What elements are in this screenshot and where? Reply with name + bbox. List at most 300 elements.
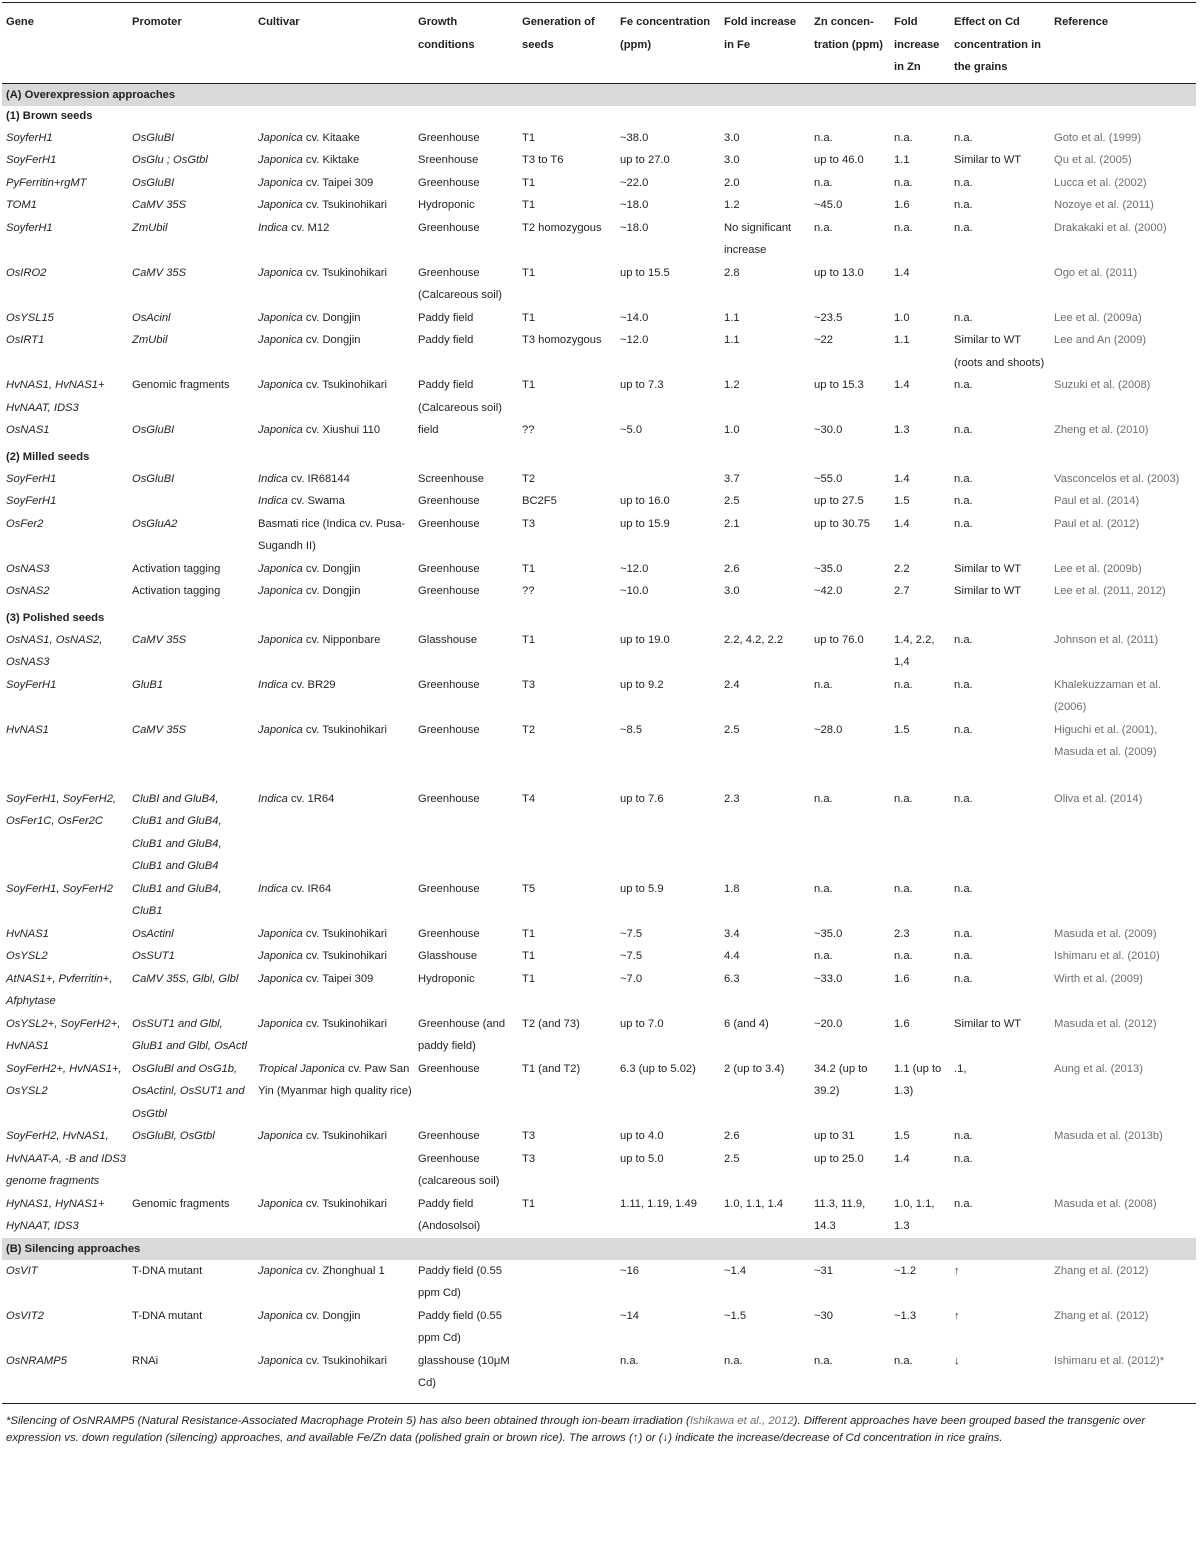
cultivar-cell <box>254 329 414 374</box>
reference-cell[interactable] <box>1050 513 1196 558</box>
generation-cell-value: T3 <box>522 1130 536 1142</box>
reference-cell[interactable] <box>1050 262 1196 307</box>
fe-fold-cell <box>720 1013 810 1058</box>
fe-concentration-cell <box>616 127 720 150</box>
gene-cell <box>2 674 128 719</box>
fe-concentration-cell <box>616 1013 720 1058</box>
zn-concentration-cell <box>810 262 890 307</box>
growth-cell <box>414 878 518 923</box>
generation-cell <box>518 968 616 1013</box>
section-title-label: (B) Silencing approaches <box>6 1242 141 1255</box>
fe-concentration-cell <box>616 1058 720 1126</box>
cultivar-name: cv. Tsukinohikari <box>302 1197 387 1210</box>
footnote-reference[interactable]: Ishikawa et al., 2012 <box>689 1414 794 1427</box>
cd-effect-cell <box>950 923 1050 946</box>
growth-cell <box>414 719 518 764</box>
fe-concentration-cell-value: up to 5.9 <box>620 882 664 895</box>
fe-concentration-cell-value: up to 19.0 <box>620 633 670 646</box>
growth-cell-value: Glasshouse <box>418 633 478 646</box>
cultivar-subspecies: Japonica <box>258 1309 303 1322</box>
promoter-cell <box>128 1058 254 1126</box>
cultivar-cell <box>254 1193 414 1238</box>
zn-fold-cell-value: n.a. <box>894 882 913 895</box>
growth-cell-value: Hydroponic <box>418 972 475 985</box>
generation-cell <box>518 923 616 946</box>
gene-cell-value: SoyFerH2, HvNAS1, HvNAAT-A, -B and IDS3 genome fragments <box>6 1130 126 1187</box>
reference-cell[interactable] <box>1050 923 1196 946</box>
fe-fold-cell-value: ~1.4 <box>724 1264 747 1277</box>
cultivar-cell <box>254 629 414 674</box>
growth-cell <box>414 1260 518 1305</box>
reference-cell[interactable] <box>1050 172 1196 195</box>
generation-cell <box>518 1125 616 1193</box>
gene-cell <box>2 194 128 217</box>
zn-concentration-cell <box>810 194 890 217</box>
reference-cell[interactable] <box>1050 629 1196 674</box>
table-row <box>2 968 1196 1013</box>
reference-cell[interactable] <box>1050 217 1196 262</box>
gene-cell <box>2 1350 128 1404</box>
reference-cell[interactable] <box>1050 1013 1196 1058</box>
fe-concentration-cell <box>616 419 720 442</box>
reference-cell[interactable] <box>1050 878 1196 923</box>
generation-cell-value: T1 <box>522 633 536 646</box>
zn-concentration-cell-value: up to 30.75 <box>814 517 870 530</box>
promoter-cell <box>128 1193 254 1238</box>
growth-cell-value: Greenhouse <box>418 723 480 736</box>
zn-concentration-cell-value: 11.3, 11.9, 14.3 <box>814 1197 866 1232</box>
subsection-header-row <box>2 603 1196 629</box>
fe-concentration-cell-value: ~16 <box>620 1264 639 1277</box>
zn-fold-cell-value: 1.0 <box>894 311 910 324</box>
cultivar-subspecies: Japonica <box>258 1017 303 1030</box>
cd-effect-cell-value: ↓ <box>954 1354 960 1367</box>
fe-fold-cell <box>720 149 810 172</box>
generation-cell <box>518 1058 616 1126</box>
reference-cell[interactable] <box>1050 674 1196 719</box>
promoter-cell <box>128 194 254 217</box>
reference-cell[interactable] <box>1050 374 1196 419</box>
promoter-cell <box>128 149 254 172</box>
growth-cell <box>414 580 518 603</box>
gene-cell-value: OsNAS1 <box>6 424 50 436</box>
promoter-cell-value: CluB1 and GluB4, CluB1 <box>132 882 222 917</box>
section-title-label: (A) Overexpression approaches <box>6 88 176 101</box>
gene-cell-value: SoyFerH1 <box>6 154 57 166</box>
column-header-label: Generation of seeds <box>522 16 595 51</box>
reference-cell[interactable] <box>1050 307 1196 330</box>
cd-effect-cell <box>950 1260 1050 1305</box>
promoter-cell-value: CaMV 35S <box>132 723 187 736</box>
cultivar-name: cv. Dongjin <box>302 334 361 346</box>
gene-cell <box>2 329 128 374</box>
cd-effect-cell-value: n.a. <box>954 972 973 985</box>
zn-fold-cell-value: n.a. <box>894 131 913 144</box>
reference-cell[interactable] <box>1050 1125 1196 1193</box>
growth-cell <box>414 945 518 968</box>
promoter-cell <box>128 419 254 442</box>
generation-cell <box>518 629 616 674</box>
zn-concentration-cell <box>810 468 890 491</box>
gene-cell-value: OsYSL2 <box>6 950 48 962</box>
growth-cell-value: Greenhouse (Calcareous soil) <box>418 266 502 301</box>
cd-effect-cell-value: n.a. <box>954 1197 973 1210</box>
fe-concentration-cell <box>616 1350 720 1404</box>
gene-cell <box>2 419 128 442</box>
table-row <box>2 307 1196 330</box>
header-row <box>2 3 1196 84</box>
growth-cell-value: Paddy field (0.55 ppm Cd) <box>418 1309 502 1344</box>
cultivar-cell <box>254 172 414 195</box>
fe-fold-cell-value: 3.0 <box>724 154 740 166</box>
generation-cell-value-2: T3 <box>522 1152 536 1165</box>
cultivar-subspecies: Japonica <box>258 950 303 962</box>
cd-effect-cell-value: n.a. <box>954 723 973 736</box>
cd-effect-cell-value: Similar to WT <box>954 1017 1022 1030</box>
promoter-cell <box>128 1305 254 1350</box>
column-header <box>2 3 128 84</box>
fe-concentration-cell-value: up to 7.3 <box>620 379 664 391</box>
cultivar-name: cv. Dongjin <box>302 311 361 324</box>
generation-cell-value: T1 <box>522 199 536 211</box>
growth-cell <box>414 374 518 419</box>
gene-cell <box>2 945 128 968</box>
growth-cell <box>414 419 518 442</box>
cultivar-subspecies: Japonica <box>258 633 303 646</box>
reference-cell[interactable] <box>1050 580 1196 603</box>
promoter-cell <box>128 490 254 513</box>
reference-cell[interactable] <box>1050 1260 1196 1305</box>
gene-cell <box>2 490 128 513</box>
reference-cell[interactable] <box>1050 719 1196 764</box>
promoter-cell-value: Genomic fragments <box>132 379 230 391</box>
cultivar-cell <box>254 674 414 719</box>
column-header <box>254 3 414 84</box>
promoter-cell-value: OsSUT1 and Glbl, GluB1 and Glbl, OsActl <box>132 1017 248 1052</box>
cd-effect-cell-value: n.a. <box>954 927 973 940</box>
reference-cell-value: Suzuki et al. (2008) <box>1054 379 1151 391</box>
zn-concentration-cell-value: n.a. <box>814 221 833 234</box>
column-header-label: Growth conditions <box>418 16 475 51</box>
cd-effect-cell-value: ↑ <box>954 1264 960 1277</box>
cd-effect-cell-value: Similar to WT (roots and shoots) <box>954 334 1045 369</box>
zn-fold-cell <box>890 217 950 262</box>
zn-concentration-cell <box>810 1305 890 1350</box>
column-header <box>950 3 1050 84</box>
cultivar-name: cv. Swama <box>287 495 345 507</box>
gene-cell <box>2 1305 128 1350</box>
reference-cell-value: Zhang et al. (2012) <box>1054 1309 1149 1322</box>
table-row <box>2 419 1196 442</box>
fe-fold-cell <box>720 878 810 923</box>
gene-cell-value: SoyFerH1 <box>6 678 57 691</box>
cd-effect-cell-value: n.a. <box>954 176 973 189</box>
fe-fold-cell <box>720 419 810 442</box>
fe-fold-cell <box>720 1125 810 1193</box>
reference-cell-value: Paul et al. (2012) <box>1054 517 1140 530</box>
zn-fold-cell-value: 1.0, 1.1, 1.3 <box>894 1197 935 1232</box>
cd-effect-cell <box>950 945 1050 968</box>
generation-cell <box>518 1193 616 1238</box>
reference-cell[interactable] <box>1050 329 1196 374</box>
cultivar-subspecies: Japonica <box>258 927 303 940</box>
cultivar-name: cv. 1R64 <box>287 792 335 805</box>
fe-concentration-cell-value: up to 27.0 <box>620 154 670 166</box>
growth-cell-value: Paddy field <box>418 311 474 324</box>
gene-cell <box>2 149 128 172</box>
fe-concentration-cell-value-2: up to 5.0 <box>620 1152 664 1165</box>
reference-cell-value: Ishimaru et al. (2010) <box>1054 950 1160 962</box>
zn-fold-cell <box>890 968 950 1013</box>
gene-cell-value: OsNAS1, OsNAS2, OsNAS3 <box>6 633 103 668</box>
promoter-cell-value: OsAcinl <box>132 311 171 324</box>
cultivar-subspecies: Japonica <box>258 379 303 391</box>
cd-effect-cell <box>950 374 1050 419</box>
zn-fold-cell <box>890 419 950 442</box>
fe-fold-cell-value: 2.2, 4.2, 2.2 <box>724 633 784 646</box>
subsection-title <box>2 603 1196 629</box>
reference-cell[interactable] <box>1050 490 1196 513</box>
reference-cell[interactable] <box>1050 127 1196 150</box>
cd-effect-cell <box>950 1013 1050 1058</box>
fe-fold-cell-value-2: 2.5 <box>724 1152 740 1165</box>
cd-effect-cell <box>950 764 1050 878</box>
cd-effect-cell-value: n.a. <box>954 199 973 211</box>
fe-concentration-cell <box>616 1193 720 1238</box>
table-row <box>2 945 1196 968</box>
generation-cell-value: T1 <box>522 562 536 575</box>
cultivar-cell <box>254 968 414 1013</box>
zn-fold-cell <box>890 1260 950 1305</box>
cd-effect-cell-value: ↑ <box>954 1309 960 1322</box>
cd-effect-cell-value: n.a. <box>954 472 973 485</box>
gene-cell-value: OsYSL2+, SoyFerH2+, HvNAS1 <box>6 1017 121 1052</box>
promoter-cell-value: T-DNA mutant <box>132 1264 203 1277</box>
fe-fold-cell-value: 2.4 <box>724 678 740 691</box>
zn-concentration-cell-value: ~23.5 <box>814 311 843 324</box>
zn-concentration-cell <box>810 513 890 558</box>
reference-cell[interactable] <box>1050 1193 1196 1238</box>
zn-fold-cell <box>890 490 950 513</box>
gene-cell <box>2 629 128 674</box>
cd-effect-cell <box>950 490 1050 513</box>
generation-cell-value: T1 <box>522 379 536 391</box>
gene-cell <box>2 580 128 603</box>
zn-fold-cell-value: n.a. <box>894 221 913 234</box>
data-table <box>2 2 1196 1404</box>
reference-cell[interactable] <box>1050 968 1196 1013</box>
fe-concentration-cell-value: ~7.5 <box>620 927 643 940</box>
generation-cell <box>518 1013 616 1058</box>
promoter-cell-value: OsSUT1 <box>132 950 175 962</box>
promoter-cell-value: CaMV 35S <box>132 633 187 646</box>
zn-fold-cell <box>890 1125 950 1193</box>
fe-concentration-cell <box>616 1305 720 1350</box>
cultivar-name: cv. Paw San Yin (Myanmar high quality rice) <box>258 1062 412 1097</box>
reference-cell[interactable] <box>1050 468 1196 491</box>
fe-concentration-cell <box>616 172 720 195</box>
cultivar-subspecies: Indica <box>258 221 288 234</box>
zn-concentration-cell <box>810 1193 890 1238</box>
cd-effect-cell-value-2: n.a. <box>954 1152 973 1165</box>
zn-concentration-cell-value: ~30.0 <box>814 424 843 436</box>
cd-effect-cell-value: n.a. <box>954 424 973 436</box>
cultivar-cell <box>254 513 414 558</box>
cultivar-cell <box>254 923 414 946</box>
growth-cell <box>414 194 518 217</box>
cultivar-subspecies: Japonica <box>300 1062 345 1075</box>
generation-cell-value: T2 (and 73) <box>522 1017 580 1030</box>
cultivar-subspecies: Japonica <box>258 199 303 211</box>
cultivar-subspecies: Indica <box>258 792 288 805</box>
reference-cell[interactable] <box>1050 1350 1196 1404</box>
zn-fold-cell-value: 1.1 (up to 1.3) <box>894 1062 942 1097</box>
promoter-cell-value: Activation tagging <box>132 562 221 575</box>
fe-fold-cell-value: 4.4 <box>724 950 740 962</box>
zn-concentration-cell <box>810 217 890 262</box>
reference-cell[interactable] <box>1050 945 1196 968</box>
cultivar-name: cv. Tsukinohikari <box>302 379 387 391</box>
zn-concentration-cell-value: n.a. <box>814 792 833 805</box>
gene-cell-value: OsVIT2 <box>6 1309 44 1322</box>
zn-fold-cell-value-2: 1.4 <box>894 1152 910 1165</box>
fe-concentration-cell-value: ~18.0 <box>620 221 649 234</box>
growth-cell <box>414 968 518 1013</box>
growth-cell-value: Paddy field (Calcareous soil) <box>418 379 502 414</box>
growth-cell-value: Greenhouse <box>418 1062 480 1075</box>
zn-fold-cell <box>890 719 950 764</box>
reference-cell[interactable] <box>1050 1058 1196 1126</box>
generation-cell <box>518 1260 616 1305</box>
table-body <box>2 83 1196 1403</box>
promoter-cell <box>128 878 254 923</box>
zn-fold-cell <box>890 674 950 719</box>
growth-cell <box>414 127 518 150</box>
reference-cell[interactable] <box>1050 1305 1196 1350</box>
reference-cell-value: Aung et al. (2013) <box>1054 1062 1143 1075</box>
cultivar-cell <box>254 419 414 442</box>
zn-fold-cell-value: n.a. <box>894 1354 913 1367</box>
cultivar-cell <box>254 307 414 330</box>
reference-cell[interactable] <box>1050 558 1196 581</box>
reference-cell-value: Masuda et al. (2008) <box>1054 1197 1157 1210</box>
generation-cell-value: T1 <box>522 266 536 279</box>
zn-concentration-cell <box>810 968 890 1013</box>
cultivar-cell <box>254 217 414 262</box>
column-header-label: Fold increase in Fe <box>724 16 797 51</box>
reference-cell-value: Masuda et al. (2013b) <box>1054 1130 1163 1142</box>
reference-cell[interactable] <box>1050 149 1196 172</box>
zn-fold-cell <box>890 329 950 374</box>
reference-cell-value: Masuda et al. (2009) <box>1054 927 1157 940</box>
generation-cell-value: BC2F5 <box>522 495 557 507</box>
growth-cell-value: Greenhouse <box>418 882 480 895</box>
zn-concentration-cell-value: ~22 <box>814 334 833 346</box>
zn-fold-cell-value: 1.4 <box>894 517 910 530</box>
generation-cell-value: T2 homozygous <box>522 221 602 234</box>
growth-cell <box>414 1305 518 1350</box>
fe-concentration-cell <box>616 468 720 491</box>
promoter-cell-value: ZmUbil <box>132 334 168 346</box>
promoter-cell <box>128 172 254 195</box>
cultivar-cell <box>254 490 414 513</box>
promoter-cell-value: OsGluA2 <box>132 517 178 530</box>
generation-cell <box>518 172 616 195</box>
gene-cell <box>2 307 128 330</box>
cd-effect-cell-value: n.a. <box>954 221 973 234</box>
zn-concentration-cell <box>810 580 890 603</box>
reference-cell[interactable] <box>1050 764 1196 878</box>
column-header-label: Effect on Cd concentration in the grains <box>954 16 1042 73</box>
generation-cell <box>518 580 616 603</box>
promoter-cell <box>128 629 254 674</box>
reference-cell-value: Ishimaru et al. (2012)* <box>1054 1354 1165 1367</box>
zn-concentration-cell-value: n.a. <box>814 882 833 895</box>
cd-effect-cell <box>950 262 1050 307</box>
gene-cell <box>2 923 128 946</box>
growth-cell-value: Paddy field <box>418 334 474 346</box>
generation-cell-value: T1 <box>522 1197 536 1210</box>
growth-cell <box>414 764 518 878</box>
fe-fold-cell <box>720 172 810 195</box>
zn-concentration-cell <box>810 1125 890 1193</box>
promoter-cell-value: OsGluBI <box>132 176 175 189</box>
gene-cell-value: AtNAS1+, Pvferritin+, Afphytase <box>6 972 113 1007</box>
growth-cell-value: Greenhouse <box>418 562 480 575</box>
gene-cell <box>2 764 128 878</box>
cd-effect-cell <box>950 419 1050 442</box>
fe-concentration-cell-value: ~7.5 <box>620 950 643 962</box>
growth-cell-value: Paddy field (0.55 ppm Cd) <box>418 1264 502 1299</box>
fe-concentration-cell-value: n.a. <box>620 1354 639 1367</box>
cultivar-cell <box>254 1350 414 1404</box>
zn-concentration-cell-value: ~45.0 <box>814 199 843 211</box>
footnote-text-2: ). Different approaches have been grouped based the transgenic over expression vs. down regulation (silencing) approaches, and available Fe/Zn data (polished grain or brown rice). The arrows (↑) or (↓) indicate the increase/decrease of Cd concentration in rice grains. <box>6 1414 1146 1444</box>
column-header <box>616 3 720 84</box>
column-header <box>720 3 810 84</box>
fe-fold-cell <box>720 490 810 513</box>
growth-cell <box>414 307 518 330</box>
column-header-label: Reference <box>1054 16 1109 28</box>
growth-cell-value: Greenhouse <box>418 927 480 940</box>
table-row <box>2 329 1196 374</box>
cultivar-name: cv. Tsukinohikari <box>302 1354 387 1367</box>
generation-cell <box>518 878 616 923</box>
reference-cell-value: Higuchi et al. (2001), Masuda et al. (2009) <box>1054 723 1158 758</box>
promoter-cell-value: T-DNA mutant <box>132 1309 203 1322</box>
table-row <box>2 1305 1196 1350</box>
cultivar-cell <box>254 945 414 968</box>
growth-cell-value: Greenhouse <box>418 585 480 597</box>
generation-cell <box>518 558 616 581</box>
fe-fold-cell <box>720 194 810 217</box>
gene-cell <box>2 1058 128 1126</box>
fe-fold-cell <box>720 558 810 581</box>
fe-concentration-cell-value: up to 7.6 <box>620 792 664 805</box>
column-header <box>810 3 890 84</box>
reference-cell[interactable] <box>1050 419 1196 442</box>
gene-cell-value: SoyFerH2+, HvNAS1+, OsYSL2 <box>6 1062 122 1097</box>
reference-cell[interactable] <box>1050 194 1196 217</box>
table-row <box>2 1013 1196 1058</box>
cd-effect-cell <box>950 1058 1050 1126</box>
zn-concentration-cell <box>810 1058 890 1126</box>
fe-fold-cell-value: 2.5 <box>724 723 740 736</box>
promoter-cell-value: CaMV 35S, Glbl, Glbl <box>132 972 239 985</box>
zn-fold-cell <box>890 194 950 217</box>
promoter-cell <box>128 719 254 764</box>
cultivar-subspecies: Japonica <box>258 311 303 324</box>
